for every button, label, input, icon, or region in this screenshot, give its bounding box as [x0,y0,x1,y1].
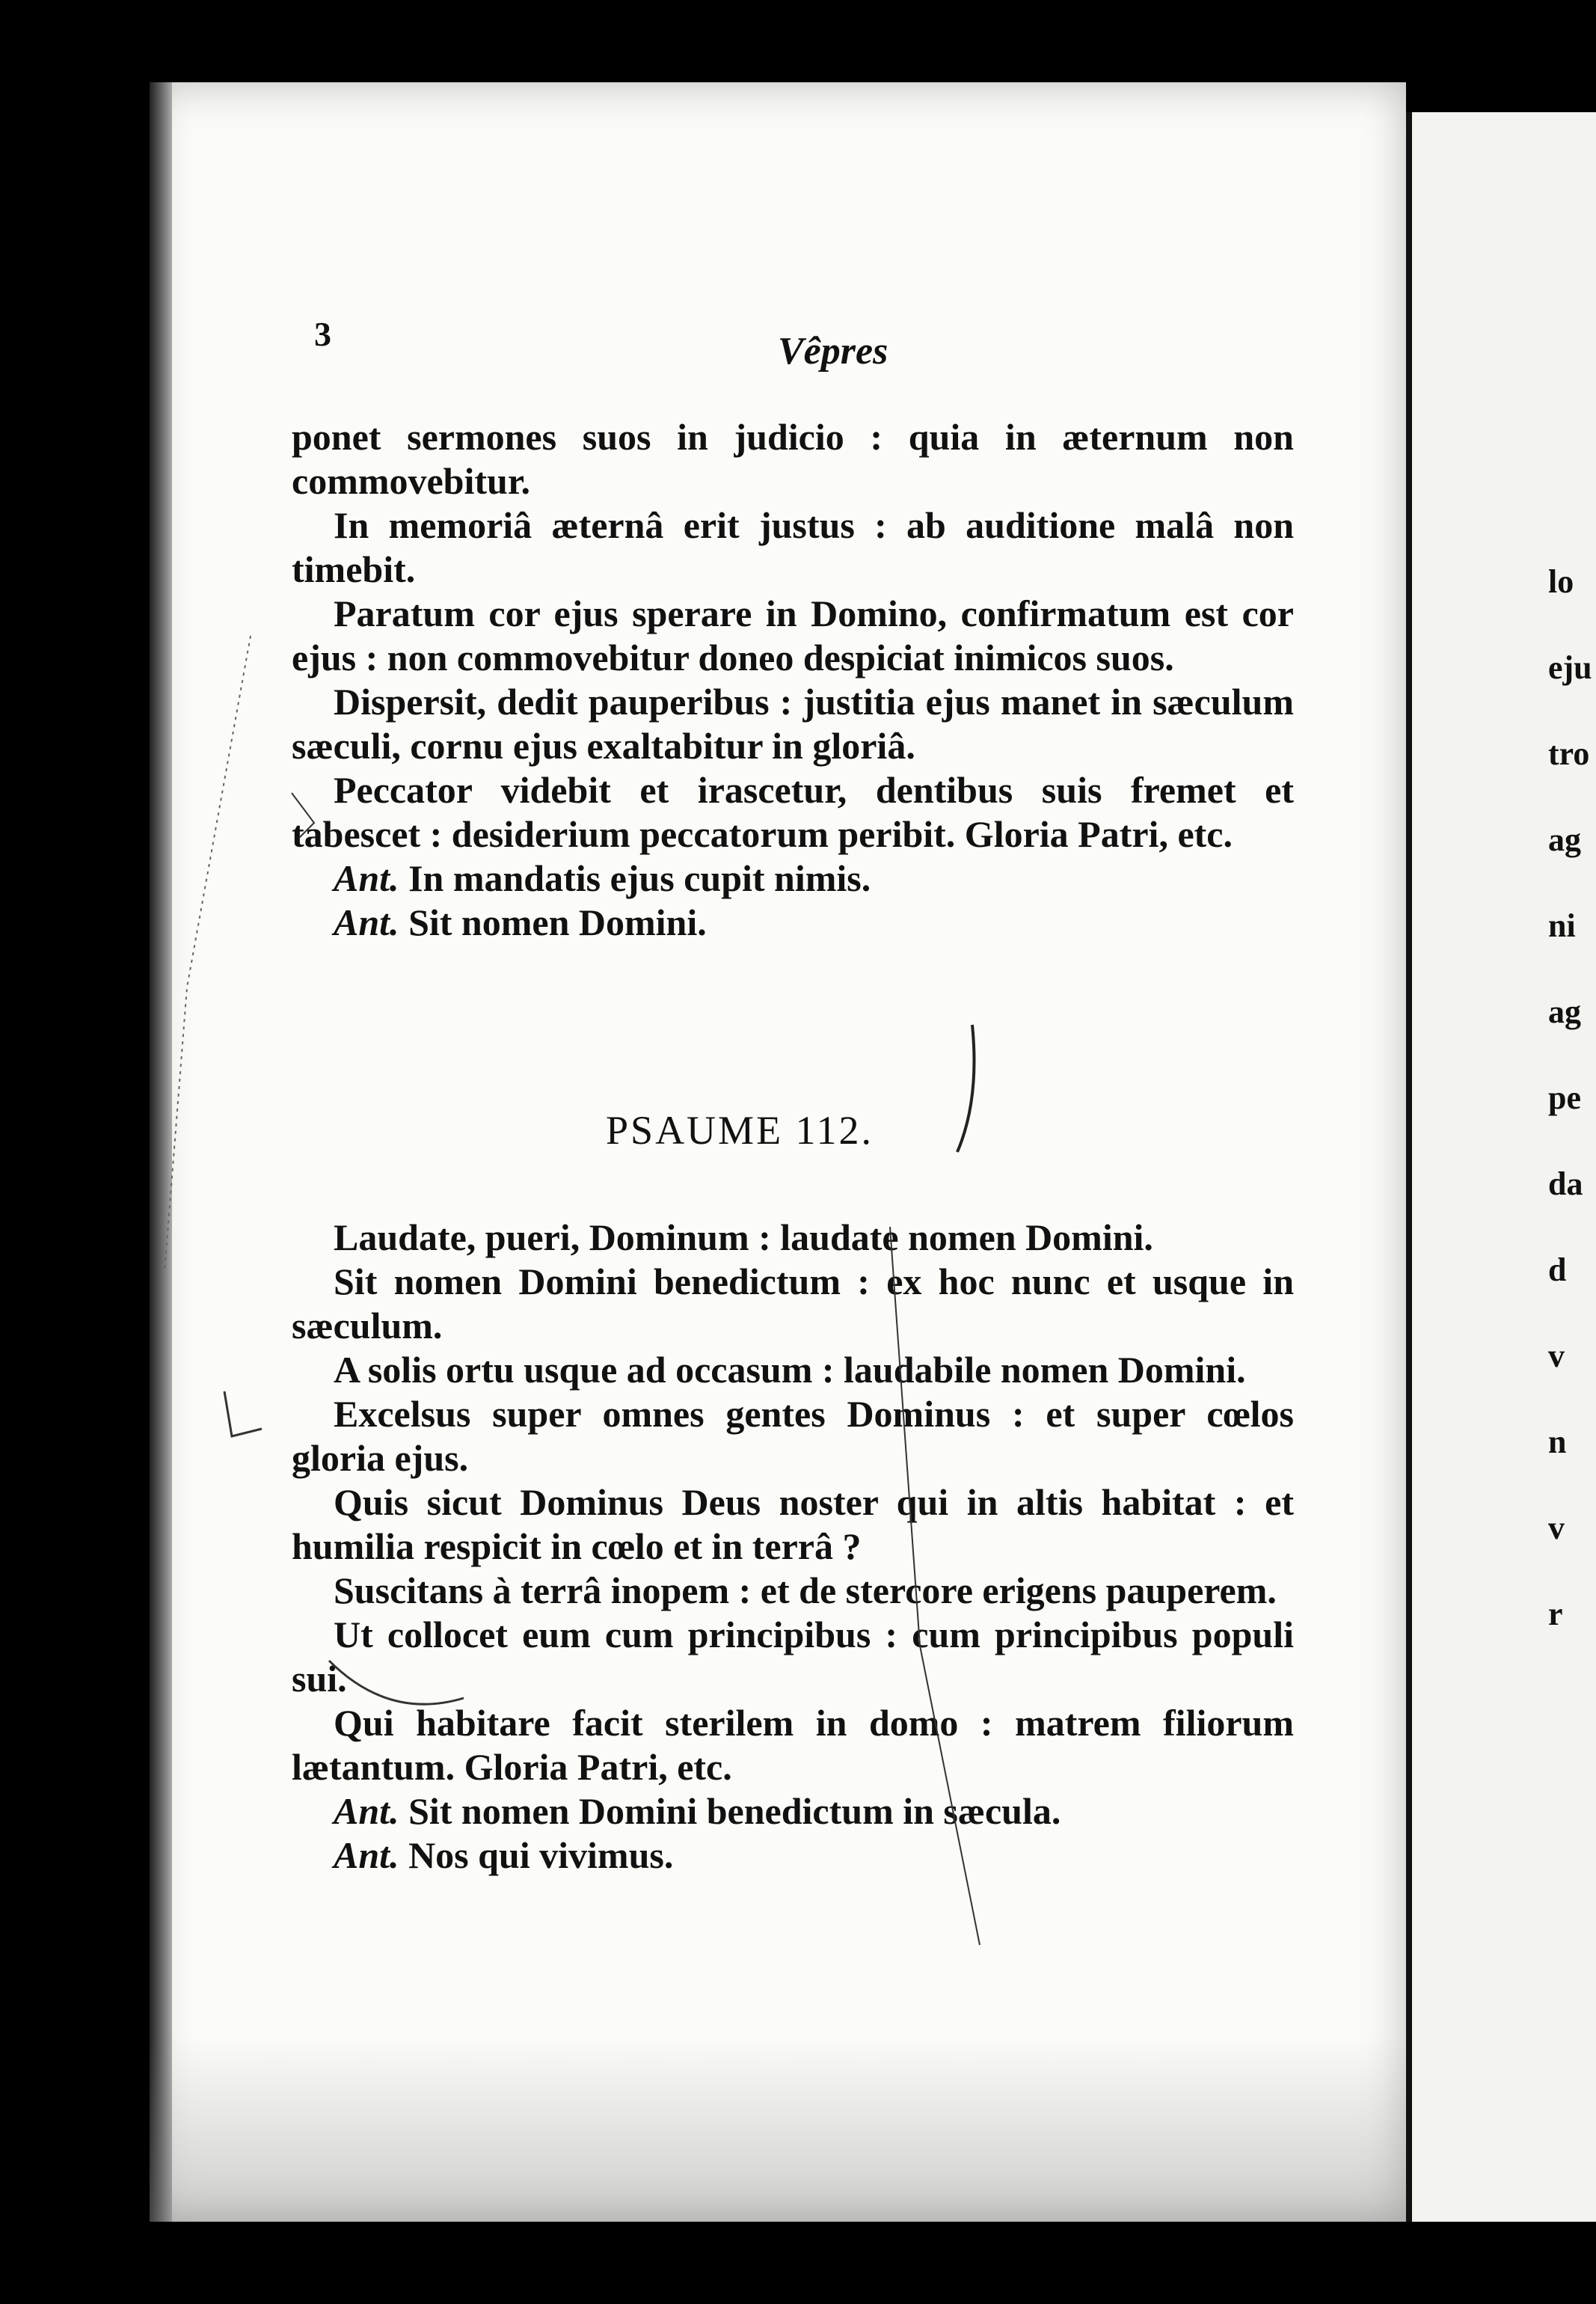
verse: ponet sermones suos in judicio : quia in æternum non commovebitur. [292,416,1294,502]
antiphon-label: Ant. [334,1834,399,1876]
verse: Qui habitare facit sterilem in domo : matrem filiorum lætantum. Gloria Patri, etc. [292,1702,1294,1788]
antiphon [292,1833,1294,1878]
facing-fragment: da [1548,1165,1583,1202]
antiphon-text: Sit nomen Domini. [408,901,707,943]
antiphon-label: Ant. [334,857,399,899]
facing-fragment: d [1548,1251,1567,1288]
verse: A solis ortu usque ad occasum : laudabile nomen Domini. [334,1349,1246,1391]
page-number: 3 [314,315,331,353]
antiphon-label: Ant. [334,901,399,943]
facing-fragment: eju [1548,649,1592,686]
verse: Excelsus super omnes gentes Dominus : et super cœlos gloria ejus. [292,1393,1294,1479]
page-edge-shadow [150,82,172,2222]
facing-page-text [1548,539,1596,1657]
facing-fragment: tro [1548,735,1590,772]
page-bottom-shading [150,2035,1406,2222]
facing-fragment: ag [1548,993,1581,1030]
book-gutter [1406,112,1412,2222]
antiphon-label: Ant. [334,1790,399,1832]
antiphon [292,857,1294,901]
verse: Laudate, pueri, Dominum : laudate nomen Domini. [334,1216,1153,1258]
verse: Dispersit, dedit pauperibus : justitia ejus manet in sæculum sæculi, cornu ejus exaltabitur in gloriâ. [292,681,1294,767]
verse: Sit nomen Domini benedictum : ex hoc nunc et usque in sæculum. [292,1260,1294,1346]
psalm-112-text [292,1216,1294,1878]
psalm-111-continuation [292,415,1294,945]
verse: Peccator videbit et irascetur, dentibus suis fremet et tabescet : desiderium peccatorum peribit. Gloria Patri, etc. [292,769,1294,855]
facing-fragment: v [1548,1338,1565,1374]
verse: In memoriâ æternâ erit justus : ab auditione malâ non timebit. [292,504,1294,590]
facing-fragment: pe [1548,1079,1581,1116]
verse: Paratum cor ejus sperare in Domino, confirmatum est cor ejus : non commovebitur doneo despiciat inimicos suos. [292,592,1294,678]
antiphon-text: In mandatis ejus cupit nimis. [408,857,871,899]
verse: Ut collocet eum cum principibus : cum principibus populi sui. [292,1614,1294,1700]
facing-fragment: ag [1548,821,1581,858]
antiphon [292,901,1294,945]
facing-fragment: ni [1548,907,1576,944]
antiphon-text: Nos qui vivimus. [408,1834,674,1876]
facing-fragment: n [1548,1424,1567,1460]
facing-fragment: lo [1548,563,1574,600]
facing-fragment: v [1548,1510,1565,1546]
antiphon [292,1789,1294,1833]
verse: Suscitans à terrâ inopem : et de stercore erigens pauperem. [334,1569,1277,1611]
verse: Quis sicut Dominus Deus noster qui in altis habitat : et humilia respicit in cœlo et in terrâ ? [292,1481,1294,1567]
running-title: Vêpres [778,330,888,373]
facing-fragment: r [1548,1596,1563,1632]
psalm-heading: PSAUME 112. [606,1108,874,1153]
antiphon-text: Sit nomen Domini benedictum in sæcula. [408,1790,1061,1832]
